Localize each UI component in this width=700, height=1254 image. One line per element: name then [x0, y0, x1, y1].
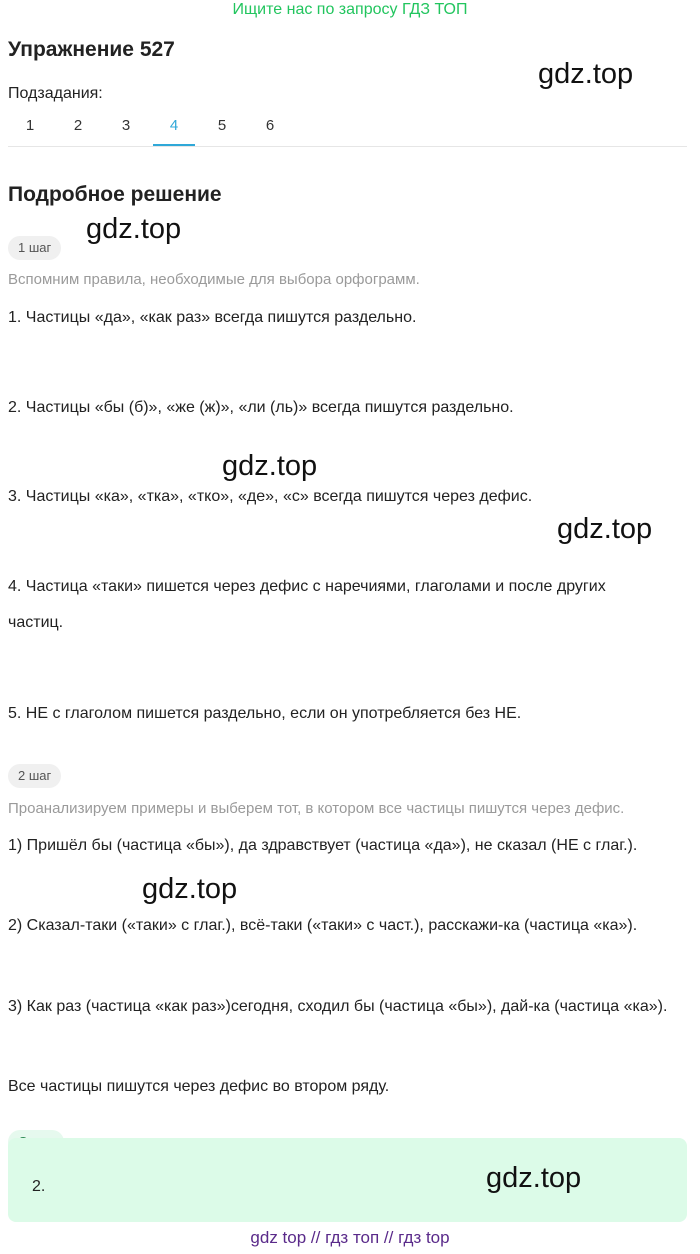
watermark: gdz.top: [557, 513, 653, 545]
analysis-item: 1) Пришёл бы (частица «бы»), да здравствует (частица «да»), не сказал (НЕ с глаг.).: [8, 837, 638, 854]
rule-item: 1. Частицы «да», «как раз» всегда пишутся раздельно.: [8, 309, 417, 326]
footer-links[interactable]: gdz top // гдз топ // гдз top: [250, 1228, 450, 1247]
watermark: gdz.top: [538, 58, 634, 90]
watermark: gdz.top: [222, 450, 318, 482]
divider: [8, 146, 687, 147]
solution-title: Подробное решение: [8, 183, 222, 206]
analysis-item: 3) Как раз (частица «как раз»)сегодня, сходил бы (частица «бы»), дай-ка (частица «ка»).: [8, 998, 668, 1015]
watermark: gdz.top: [486, 1162, 582, 1194]
tab-2[interactable]: 2: [73, 117, 83, 134]
watermark: gdz.top: [86, 213, 182, 245]
tab-3[interactable]: 3: [121, 117, 131, 134]
analysis-item: 2) Сказал-таки («таки» с глаг.), всё-таки («таки» с част.), расскажи-ка (частица «ка»).: [8, 917, 638, 934]
tab-5[interactable]: 5: [217, 117, 227, 134]
tab-1[interactable]: 1: [25, 117, 35, 134]
page-title: Упражнение 527: [8, 38, 175, 61]
watermark: gdz.top: [142, 873, 238, 905]
conclusion-text: Все частицы пишутся через дефис во втором ряду.: [8, 1078, 390, 1095]
rule-item: 4. Частица «таки» пишется через дефис с наречиями, глаголами и после других частиц.: [8, 578, 606, 631]
step-badge: 1 шаг: [8, 236, 61, 260]
answer-value: 2.: [32, 1178, 46, 1195]
rule-item: 5. НЕ с глаголом пишется раздельно, если он употребляется без НЕ.: [8, 705, 522, 722]
search-hint-banner: Ищите нас по запросу ГДЗ ТОП: [232, 1, 468, 18]
subtask-tabs: [6, 108, 294, 146]
rule-item: 3. Частицы «ка», «тка», «тко», «де», «с» всегда пишутся через дефис.: [8, 488, 533, 505]
tab-4[interactable]: 4: [153, 108, 195, 146]
step-badge: 2 шаг: [8, 764, 61, 788]
subtasks-label: Подзадания:: [8, 85, 103, 102]
answer-box: [8, 1138, 687, 1222]
tab-6[interactable]: 6: [265, 117, 275, 134]
rule-item: 2. Частицы «бы (б)», «же (ж)», «ли (ль)» всегда пишутся раздельно.: [8, 399, 514, 416]
step-hint: Вспомним правила, необходимые для выбора орфограмм.: [8, 271, 420, 288]
step-hint: Проанализируем примеры и выберем тот, в котором все частицы пишутся через дефис.: [8, 800, 625, 817]
